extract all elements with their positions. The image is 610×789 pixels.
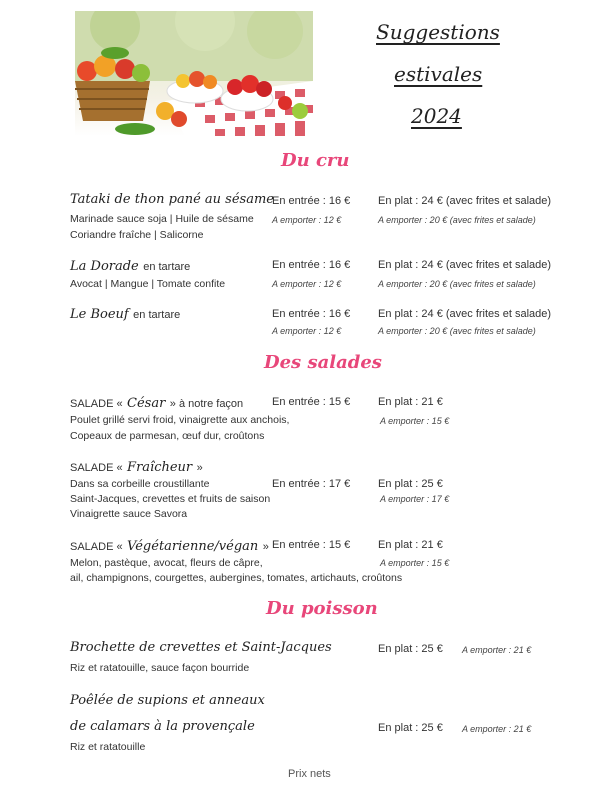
footer-note: Prix nets (288, 768, 331, 780)
dish-name: Brochette de crevettes et Saint-Jacques (70, 640, 332, 655)
dish-description: Poulet grillé servi froid, vinaigrette aux anchois, (70, 414, 290, 426)
menu-title-line1: Suggestions (376, 20, 500, 44)
entree-takeaway-price: A emporter : 12 € (272, 279, 342, 289)
dish-description: Riz et ratatouille, sauce façon bourride (70, 662, 250, 674)
main-takeaway-price: A emporter : 15 € (380, 416, 450, 426)
entree-price: En entrée : 15 € (272, 539, 351, 551)
salad-prefix: SALADE « (70, 541, 123, 553)
dish-description: Melon, pastèque, avocat, fleurs de câpre, (70, 557, 263, 569)
entree-price: En entrée : 16 € (272, 308, 351, 320)
main-price: En plat : 21 € (378, 396, 443, 408)
main-takeaway-price: A emporter : 17 € (380, 494, 450, 504)
section-heading-cru: Du cru (281, 150, 350, 171)
vegetables-basket-illustration (75, 11, 313, 136)
dish-name-row (70, 257, 190, 275)
dish-description: Saint-Jacques, crevettes et fruits de saison (70, 493, 271, 505)
salad-prefix: SALADE « (70, 398, 123, 410)
dish-description: ail, champignons, courgettes, aubergines, tomates, artichauts, croûtons (70, 572, 403, 584)
main-takeaway-price: A emporter : 15 € (380, 558, 450, 568)
main-price: En plat : 24 € (avec frites et salade) (378, 259, 552, 271)
dish-name-row (70, 305, 180, 323)
menu-title-line2: estivales (394, 62, 483, 86)
summer-vegetables-photo (75, 11, 313, 136)
salad-name-row (70, 458, 203, 476)
salad-name: César (127, 396, 166, 411)
entree-takeaway-price: A emporter : 12 € (272, 326, 342, 336)
main-takeaway-price: A emporter : 20 € (avec frites et salade) (378, 326, 536, 336)
salad-name: Végétarienne/végan (127, 539, 259, 554)
main-price: En plat : 25 € (378, 643, 443, 655)
salad-suffix: » (196, 462, 203, 474)
dish-name: Poêlée de supions et anneaux (70, 693, 265, 708)
main-price: En plat : 24 € (avec frites et salade) (378, 308, 552, 320)
dish-description: Marinade sauce soja | Huile de sésame (70, 213, 254, 225)
entree-price: En entrée : 16 € (272, 195, 351, 207)
dish-description: Riz et ratatouille (70, 741, 146, 753)
main-takeaway-price: A emporter : 20 € (avec frites et salade) (378, 215, 536, 225)
dish-description: Dans sa corbeille croustillante (70, 478, 210, 490)
entree-price: En entrée : 15 € (272, 396, 351, 408)
main-price: En plat : 21 € (378, 539, 443, 551)
main-price: En plat : 25 € (378, 722, 443, 734)
menu-title-year: 2024 (411, 104, 462, 128)
section-heading-salades: Des salades (264, 352, 382, 373)
dish-description: Copeaux de parmesan, œuf dur, croûtons (70, 430, 265, 442)
dish-name: Le Boeuf (70, 307, 129, 322)
dish-description: Coriandre fraîche | Salicorne (70, 229, 204, 241)
entree-price: En entrée : 17 € (272, 478, 351, 490)
main-takeaway-price: A emporter : 20 € (avec frites et salade) (378, 279, 536, 289)
salad-prefix: SALADE « (70, 462, 123, 474)
entree-takeaway-price: A emporter : 12 € (272, 215, 342, 225)
dish-name-suffix: en tartare (143, 261, 191, 273)
main-price: En plat : 25 € (378, 478, 443, 490)
salad-name-row (70, 394, 243, 412)
entree-price: En entrée : 16 € (272, 259, 351, 271)
salad-suffix: » (262, 541, 269, 553)
dish-description: Vinaigrette sauce Savora (70, 508, 188, 520)
dish-name: de calamars à la provençale (70, 719, 255, 734)
salad-suffix: » à notre façon (169, 398, 244, 410)
salad-name-row (70, 537, 269, 555)
dish-name: La Dorade (70, 259, 139, 274)
main-takeaway-price: A emporter : 21 € (462, 645, 532, 655)
main-price: En plat : 24 € (avec frites et salade) (378, 195, 552, 207)
salad-name: Fraîcheur (127, 460, 193, 475)
dish-name-suffix: en tartare (133, 309, 181, 321)
main-takeaway-price: A emporter : 21 € (462, 724, 532, 734)
dish-name: Tataki de thon pané au sésame (70, 192, 274, 207)
section-heading-poisson: Du poisson (266, 598, 378, 619)
dish-description: Avocat | Mangue | Tomate confite (70, 278, 226, 290)
